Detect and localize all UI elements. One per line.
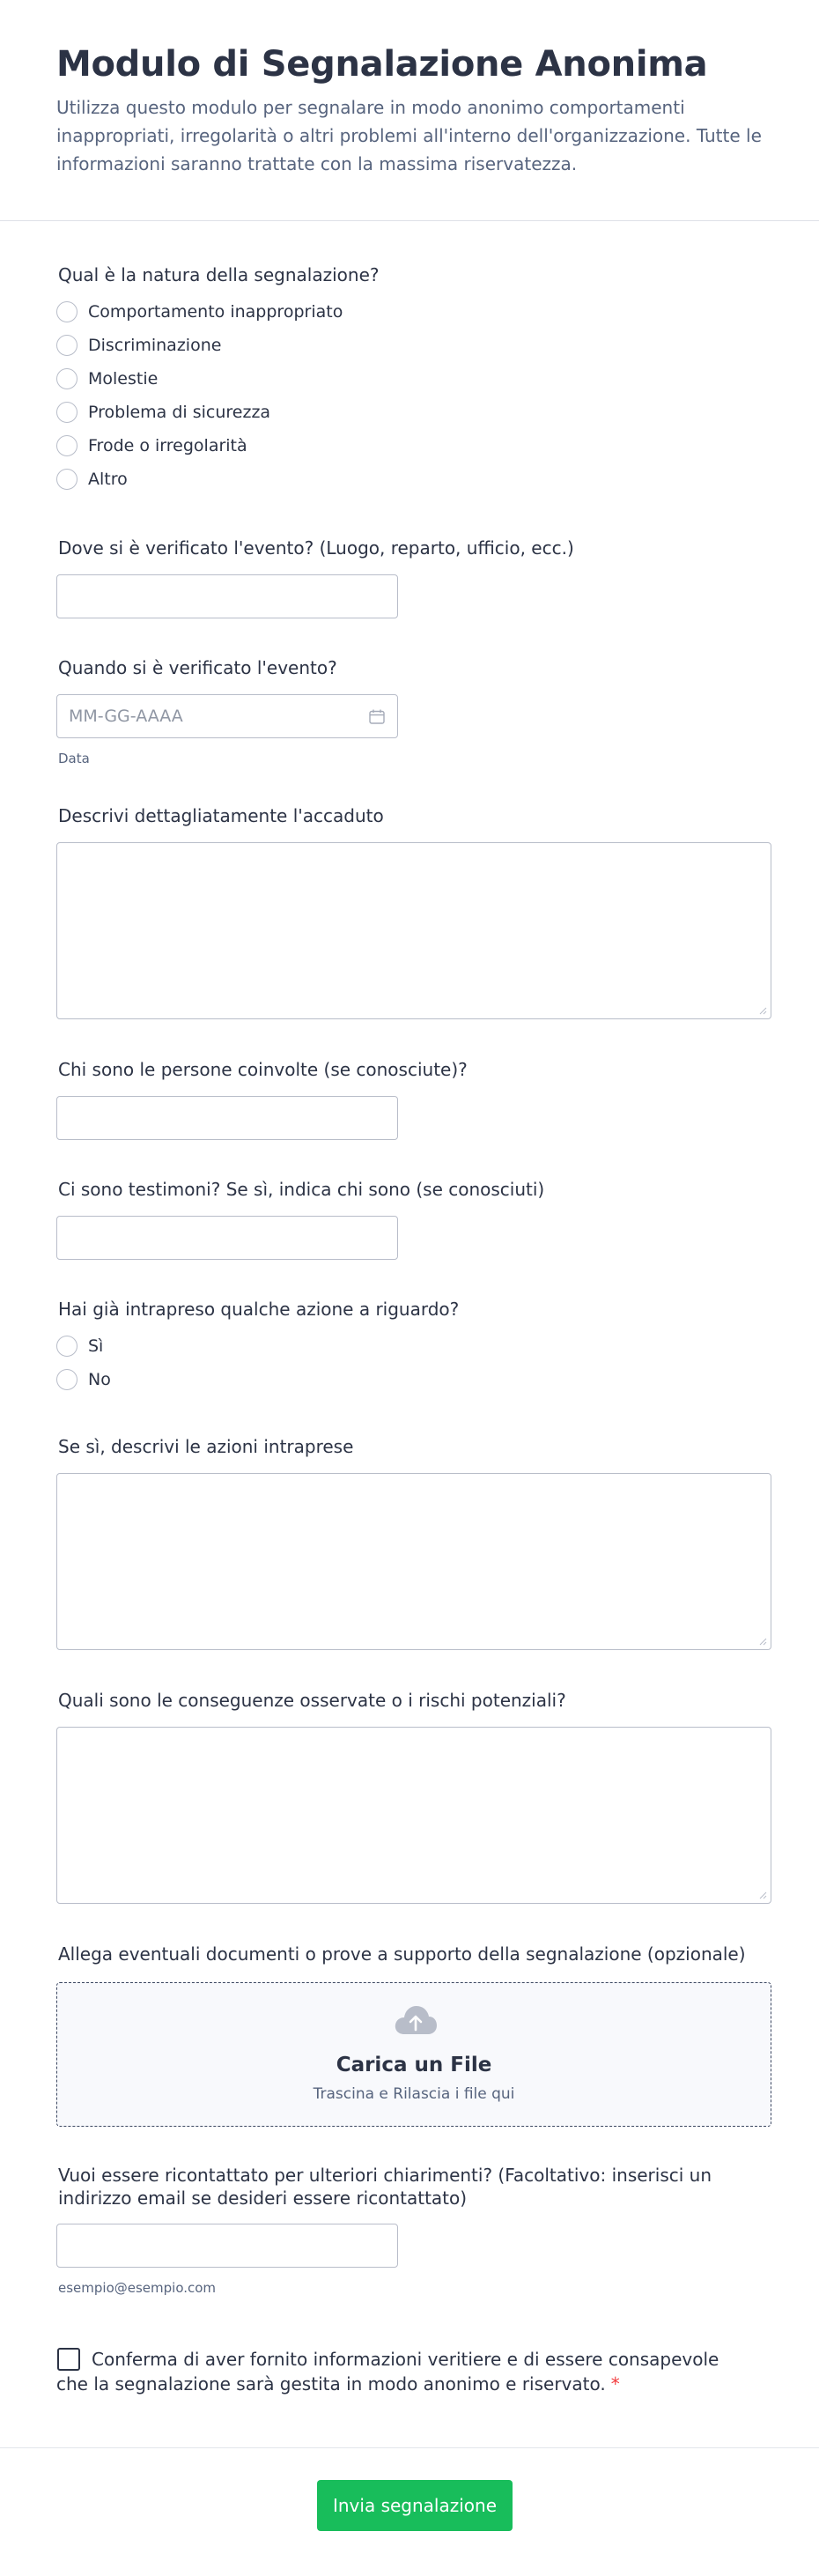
cloud-upload-icon bbox=[394, 2004, 438, 2036]
radio-button[interactable] bbox=[56, 335, 77, 356]
resize-handle-icon[interactable] bbox=[758, 1891, 767, 1899]
question-where-label: Dove si è verificato l'evento? (Luogo, reparto, ufficio, ecc.) bbox=[58, 537, 574, 559]
describe-textarea[interactable] bbox=[56, 842, 771, 1019]
form-description: Utilizza questo modulo per segnalare in modo anonimo comportamenti inappropriati, irregolarità o altri problemi all'interno dell'organizzazione. Tutte le informazioni saranno trattate con la massima riservatezza. bbox=[56, 97, 762, 174]
radio-label: Frode o irregolarità bbox=[88, 436, 247, 455]
question-contact-label: Vuoi essere ricontattato per ulteriori chiarimenti? (Facoltativo: inserisci un indirizzo email se desideri essere ricontattato) bbox=[58, 2165, 712, 2209]
footer-divider bbox=[0, 2447, 819, 2448]
date-input[interactable] bbox=[56, 694, 398, 738]
calendar-icon[interactable] bbox=[369, 709, 385, 724]
question-consequences-label: Quali sono le conseguenze osservate o i rischi potenziali? bbox=[58, 1690, 566, 1711]
consent-text: Conferma di aver fornito informazioni veritiere e di essere consapevole che la segnalazione sarà gestita in modo anonimo e riservato. bbox=[56, 2349, 719, 2395]
witnesses-input[interactable] bbox=[56, 1216, 398, 1260]
radio-label: Problema di sicurezza bbox=[88, 403, 271, 422]
question-describe-label: Descrivi dettagliatamente l'accaduto bbox=[58, 805, 384, 826]
consequences-textarea[interactable] bbox=[56, 1727, 771, 1904]
file-upload-dropzone[interactable] bbox=[56, 1982, 771, 2127]
radio-option-safety[interactable] bbox=[56, 400, 270, 425]
action-desc-textarea[interactable] bbox=[56, 1473, 771, 1650]
radio-label: Sì bbox=[88, 1336, 104, 1356]
radio-label: Discriminazione bbox=[88, 336, 222, 355]
radio-option-discrimination[interactable] bbox=[56, 333, 221, 358]
radio-button[interactable] bbox=[56, 301, 77, 322]
required-asterisk: * bbox=[610, 2373, 620, 2395]
page-title: Modulo di Segnalazione Anonima bbox=[56, 44, 708, 85]
email-input[interactable] bbox=[56, 2224, 398, 2268]
radio-button[interactable] bbox=[56, 469, 77, 490]
radio-option-fraud[interactable] bbox=[56, 433, 247, 458]
radio-option-yes[interactable] bbox=[56, 1334, 103, 1358]
radio-option-inappropriate[interactable] bbox=[56, 300, 343, 324]
question-witnesses-label: Ci sono testimoni? Se sì, indica chi sono (se conosciuti) bbox=[58, 1179, 545, 1200]
radio-button[interactable] bbox=[56, 1336, 77, 1357]
email-sublabel: esempio@esempio.com bbox=[58, 2280, 217, 2296]
radio-label: No bbox=[88, 1370, 111, 1389]
radio-label: Molestie bbox=[88, 369, 159, 389]
submit-button[interactable]: Invia segnalazione bbox=[317, 2480, 513, 2531]
people-input[interactable] bbox=[56, 1096, 398, 1140]
date-placeholder: MM-GG-AAAA bbox=[69, 707, 183, 726]
radio-option-no[interactable] bbox=[56, 1367, 111, 1392]
question-nature-label: Qual è la natura della segnalazione? bbox=[58, 264, 380, 285]
form-header bbox=[0, 0, 819, 221]
radio-label: Comportamento inappropriato bbox=[88, 302, 343, 322]
upload-title: Carica un File bbox=[336, 2054, 492, 2076]
radio-option-harassment[interactable] bbox=[56, 366, 158, 391]
resize-handle-icon[interactable] bbox=[758, 1006, 767, 1015]
date-sublabel: Data bbox=[58, 751, 90, 766]
radio-button[interactable] bbox=[56, 435, 77, 456]
resize-handle-icon[interactable] bbox=[758, 1637, 767, 1646]
question-action-label: Hai già intrapreso qualche azione a riguardo? bbox=[58, 1299, 460, 1320]
radio-button[interactable] bbox=[56, 1369, 77, 1390]
radio-button[interactable] bbox=[56, 368, 77, 389]
question-people-label: Chi sono le persone coinvolte (se conosciute)? bbox=[58, 1059, 468, 1080]
question-action-desc-label: Se sì, descrivi le azioni intraprese bbox=[58, 1436, 354, 1457]
where-input[interactable] bbox=[56, 574, 398, 618]
radio-option-other[interactable] bbox=[56, 467, 128, 492]
upload-subtitle: Trascina e Rilascia i file qui bbox=[313, 2085, 515, 2103]
radio-label: Altro bbox=[88, 470, 128, 489]
question-when-label: Quando si è verificato l'evento? bbox=[58, 657, 337, 678]
question-upload-label: Allega eventuali documenti o prove a supporto della segnalazione (opzionale) bbox=[58, 1943, 746, 1965]
consent-label bbox=[56, 2347, 726, 2396]
radio-button[interactable] bbox=[56, 402, 77, 423]
